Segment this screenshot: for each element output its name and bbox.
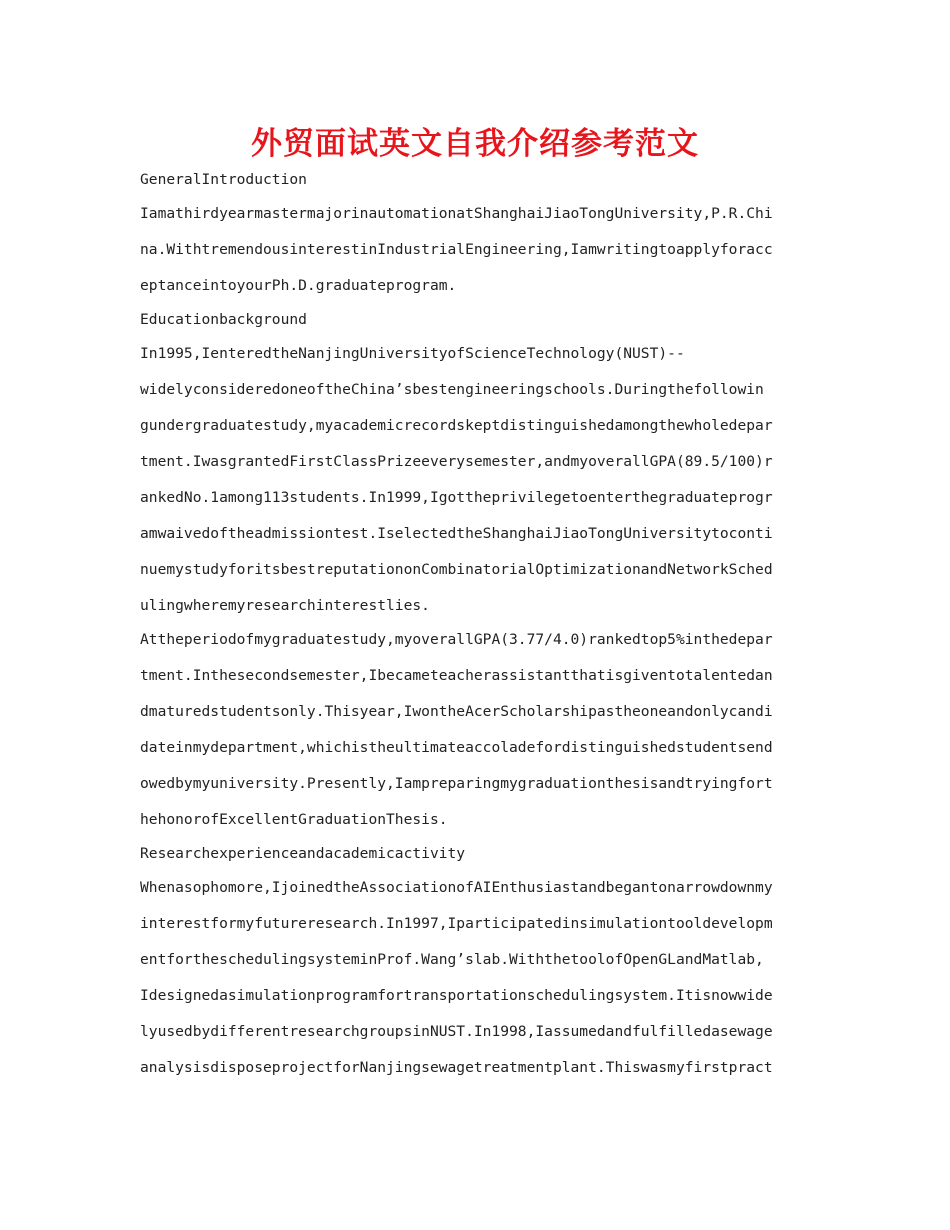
paragraph-line: Idesignedasimulationprogramfortransportationschedulingsystem.Itisnowwide [140, 987, 773, 1004]
paragraph-line: dmaturedstudentsonly.Thisyear,IwontheAcerScholarshipastheoneandonlycandi [140, 703, 773, 720]
paragraph-line: tment.Inthesecondsemester,Ibecameteacherassistantthatisgiventotalentedan [140, 667, 773, 684]
paragraph-line: hehonorofExcellentGraduationThesis. [140, 811, 448, 828]
section-heading: Researchexperienceandacademicactivity [140, 845, 466, 862]
paragraph-line: In1995,IenteredtheNanjingUniversityofScienceTechnology(NUST)-- [140, 345, 685, 362]
section-heading: Educationbackground [140, 311, 307, 328]
paragraph-line: ankedNo.1among113students.In1999,Igottheprivilegetoenterthegraduateprogr [140, 489, 773, 506]
paragraph-line: Whenasophomore,IjoinedtheAssociationofAIEnthusiastandbegantonarrowdownmy [140, 879, 773, 896]
document-body [140, 165, 812, 1089]
paragraph-line: interestformyfutureresearch.In1997,Iparticipatedinsimulationtooldevelopm [140, 915, 773, 932]
paragraph-line: dateinmydepartment,whichistheultimateaccoladefordistinguishedstudentsend [140, 739, 773, 756]
paragraph-line: widelyconsideredoneoftheChina’sbestengineeringschools.Duringthefollowin [140, 381, 764, 398]
paragraph-line: amwaivedoftheadmissiontest.IselectedtheShanghaiJiaoTongUniversitytoconti [140, 525, 773, 542]
paragraph-line: gundergraduatestudy,myacademicrecordskeptdistinguishedamongthewholedepar [140, 417, 773, 434]
paragraph-line: eptanceintoyourPh.D.graduateprogram. [140, 277, 457, 294]
paragraph-line: ulingwheremyresearchinterestlies. [140, 597, 430, 614]
paragraph-line: Attheperiodofmygraduatestudy,myoverallGPA(3.77/4.0)rankedtop5%inthedepar [140, 631, 773, 648]
section-heading: GeneralIntroduction [140, 171, 307, 188]
paragraph-line: IamathirdyearmastermajorinautomationatShanghaiJiaoTongUniversity,P.R.Chi [140, 205, 773, 222]
paragraph-line: owedbymyuniversity.Presently,Iampreparingmygraduationthesisandtryingfort [140, 775, 773, 792]
paragraph-line: lyusedbydifferentresearchgroupsinNUST.In1998,Iassumedandfulfilledasewage [140, 1023, 773, 1040]
paragraph-line: nuemystudyforitsbestreputationonCombinatorialOptimizationandNetworkSched [140, 561, 773, 578]
paragraph-line: na.WithtremendousinterestinIndustrialEngineering,Iamwritingtoapplyforacc [140, 241, 773, 258]
paragraph-line: entfortheschedulingsysteminProf.Wang’slab.WiththetoolofOpenGLandMatlab, [140, 951, 764, 968]
paragraph-line: tment.IwasgrantedFirstClassPrizeeverysemester,andmyoverallGPA(89.5/100)r [140, 453, 773, 470]
paragraph-line: analysisdisposeprojectforNanjingsewagetreatmentplant.Thiswasmyfirstpract [140, 1059, 773, 1076]
document-title: 外贸面试英文自我介绍参考范文 [251, 126, 699, 162]
